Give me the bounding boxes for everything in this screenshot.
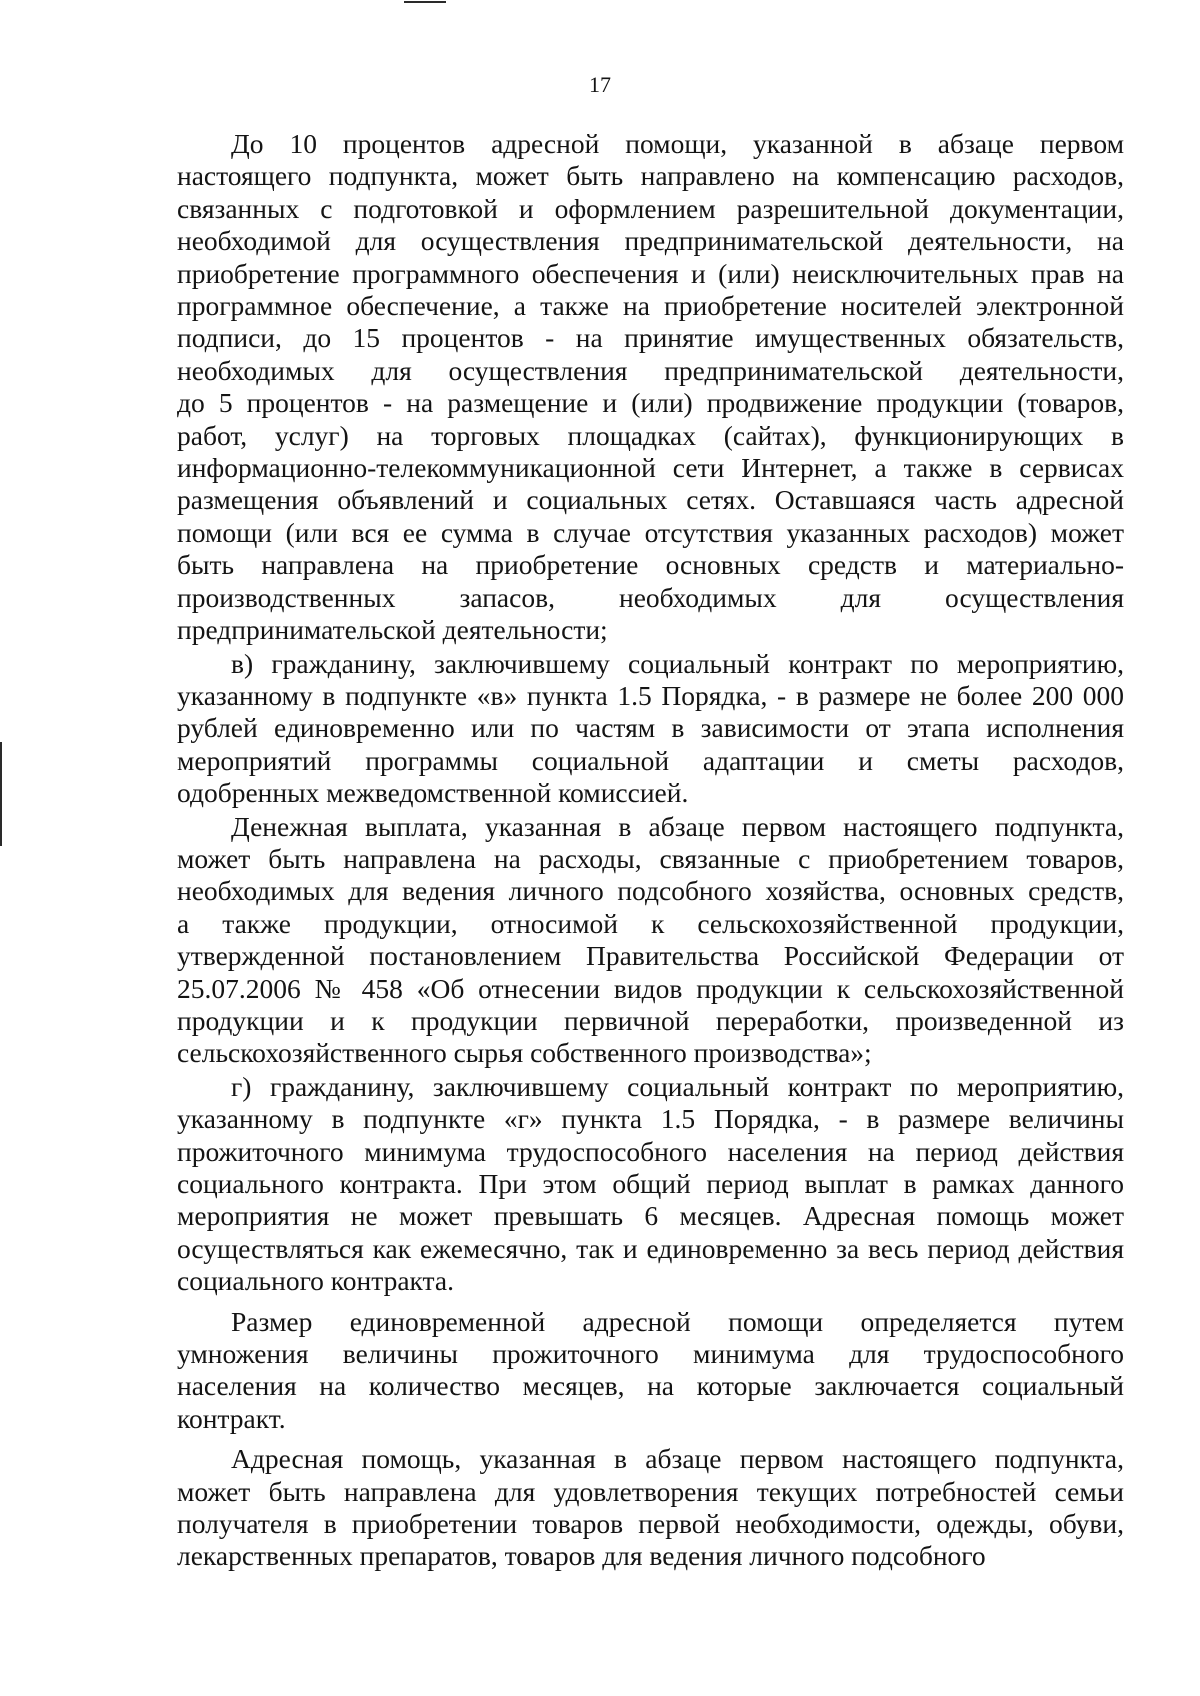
text-line: помощи (или вся ее сумма в случае отсутствия указанных расходов) может — [177, 516, 1124, 548]
text-line: производственных запасов, необходимых для осуществления — [177, 581, 1124, 613]
text-line: информационно-телекоммуникационной сети Интернет, а также в сервисах — [177, 452, 1124, 484]
paragraph — [177, 1443, 1124, 1573]
text-line: осуществляться как ежемесячно, так и единовременно за весь период действия — [177, 1232, 1124, 1264]
text-line: социального контракта. — [177, 1265, 454, 1297]
text-line: лекарственных препаратов, товаров для ведения личного подсобного — [177, 1540, 986, 1572]
text-line: необходимых для осуществления предпринимательской деятельности, — [177, 354, 1124, 386]
text-line: Адресная помощь, указанная в абзаце первом настоящего подпункта, — [231, 1443, 1124, 1475]
text-line: одобренных межведомственной комиссией. — [177, 777, 689, 809]
scan-mark-left — [0, 742, 2, 846]
text-line: быть направлена на приобретение основных средств и материально- — [177, 549, 1124, 581]
text-line: социального контракта. При этом общий период выплат в рамках данного — [177, 1168, 1124, 1199]
paragraph — [177, 128, 1124, 647]
text-line: размещения объявлений и социальных сетях. Оставшаяся часть адресной — [177, 484, 1124, 516]
text-line: мероприятия не может превышать 6 месяцев. Адресная помощь может — [177, 1200, 1124, 1232]
text-line: предпринимательской деятельности; — [177, 614, 608, 646]
document-body — [177, 128, 1124, 1573]
text-line: рублей единовременно или по частям в зависимости от этапа исполнения — [177, 712, 1124, 744]
text-line: программное обеспечение, а также на приобретение носителей электронной — [177, 290, 1124, 322]
text-line: может быть направлена на расходы, связанные с приобретением товаров, — [177, 842, 1124, 874]
text-line: необходимых для ведения личного подсобного хозяйства, основных средств, — [177, 875, 1124, 907]
text-line: Денежная выплата, указанная в абзаце первом настоящего подпункта, — [231, 810, 1124, 842]
page-number: 17 — [589, 72, 611, 97]
text-line: контракт. — [177, 1402, 286, 1434]
text-line: необходимой для осуществления предпринимательской деятельности, на — [177, 225, 1124, 257]
text-line: г) гражданину, заключившему социальный контракт по мероприятию, — [231, 1070, 1124, 1102]
text-line: До 10 процентов адресной помощи, указанной в абзаце первом — [231, 128, 1124, 159]
text-line: работ, услуг) на торговых площадках (сайтах), функционирующих в — [177, 419, 1124, 451]
text-line: указанному в подпункте «в» пункта 1.5 Порядка, - в размере не более 200 000 — [177, 679, 1124, 711]
text-line: связанных с подготовкой и оформлением разрешительной документации, — [177, 192, 1124, 224]
text-line: настоящего подпункта, может быть направлено на компенсацию расходов, — [177, 160, 1124, 192]
text-line: прожиточного минимума трудоспособного населения на период действия — [177, 1135, 1124, 1167]
paragraph — [177, 1071, 1124, 1298]
text-line: Размер единовременной адресной помощи определяется путем — [231, 1305, 1124, 1337]
paragraph — [177, 1306, 1124, 1436]
text-line: продукции и к продукции первичной переработки, произведенной из — [177, 1004, 1124, 1036]
text-line: подписи, до 15 процентов - на принятие имущественных обязательств, — [177, 322, 1124, 354]
text-line: населения на количество месяцев, на которые заключается социальный — [177, 1370, 1124, 1402]
text-line: может быть направлена для удовлетворения текущих потребностей семьи — [177, 1475, 1124, 1507]
text-line: сельскохозяйственного сырья собственного производства»; — [177, 1037, 872, 1069]
text-line: а также продукции, относимой к сельскохозяйственной продукции, — [177, 907, 1124, 939]
scan-mark-top — [404, 1, 446, 3]
paragraph — [177, 811, 1124, 1070]
text-line: мероприятий программы социальной адаптации и сметы расходов, — [177, 744, 1124, 776]
paragraph — [177, 648, 1124, 810]
text-line: в) гражданину, заключившему социальный контракт по мероприятию, — [231, 647, 1124, 679]
text-line: умножения величины прожиточного минимума для трудоспособного — [177, 1338, 1124, 1370]
text-line: приобретение программного обеспечения и (или) неисключительных прав на — [177, 257, 1124, 289]
text-line: до 5 процентов - на размещение и (или) продвижение продукции (товаров, — [177, 387, 1124, 419]
text-line: получателя в приобретении товаров первой необходимости, одежды, обуви, — [177, 1508, 1124, 1540]
text-line: 25.07.2006 № 458 «Об отнесении видов продукции к сельскохозяйственной — [177, 972, 1124, 1004]
text-line: указанному в подпункте «г» пункта 1.5 Порядка, - в размере величины — [177, 1103, 1124, 1135]
text-line: утвержденной постановлением Правительства Российской Федерации от — [177, 940, 1124, 972]
